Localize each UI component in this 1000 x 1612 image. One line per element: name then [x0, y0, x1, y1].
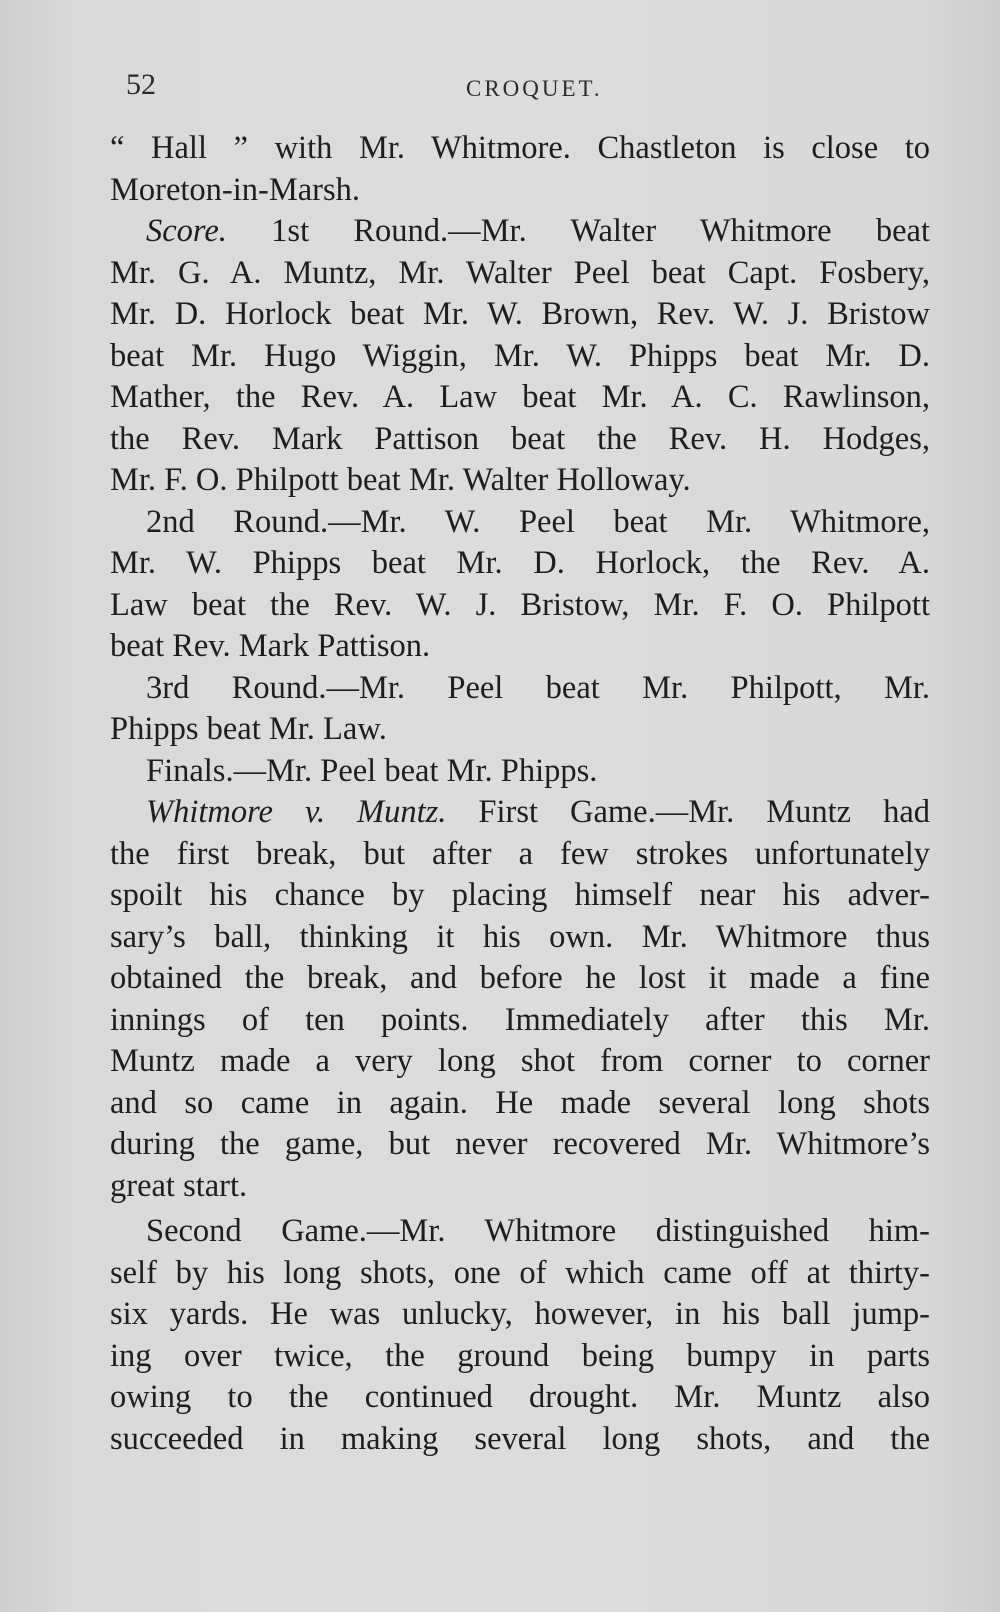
text-line: self by his long shots, one of which came off at thirty-: [110, 1254, 930, 1291]
text-line: owing to the continued drought. Mr. Muntz also: [110, 1379, 930, 1415]
italic-lead: Whitmore v. Muntz.: [146, 794, 447, 830]
text-line: 2nd Round.—Mr. W. Peel beat Mr. Whitmore,: [146, 503, 930, 540]
text-line: obtained the break, and before he lost it made a fine: [110, 960, 930, 996]
text-line: Score. 1st Round.—Mr. Walter Whitmore beat: [146, 213, 930, 249]
text-line: during the game, but never recovered Mr. Whitmore’s: [110, 1126, 930, 1162]
text-line: Mather, the Rev. A. Law beat Mr. A. C. Rawlinson,: [110, 379, 930, 415]
text-line: beat Mr. Hugo Wiggin, Mr. W. Phipps beat Mr. D.: [110, 337, 930, 374]
text-line: “ Hall ” with Mr. Whitmore. Chastleton is close to: [110, 130, 930, 166]
text-line: Second Game.—Mr. Whitmore distinguished him-: [146, 1213, 930, 1249]
text-line: succeeded in making several long shots, and the: [110, 1420, 930, 1457]
text-line: spoilt his chance by placing himself near his adver-: [110, 877, 930, 913]
text-line: Mr. F. O. Philpott beat Mr. Walter Holloway.: [110, 462, 691, 498]
text-line: beat Rev. Mark Pattison.: [110, 628, 431, 664]
text-line: ing over twice, the ground being bumpy in parts: [110, 1337, 930, 1374]
text-line: Mr. D. Horlock beat Mr. W. Brown, Rev. W. J. Bristow: [110, 296, 930, 332]
text-line: great start.: [110, 1167, 248, 1204]
text-line: 3rd Round.—Mr. Peel beat Mr. Philpott, Mr.: [146, 669, 930, 706]
text-line: six yards. He was unlucky, however, in his ball jump-: [110, 1296, 930, 1332]
text-line: Moreton-in-Marsh.: [110, 171, 361, 208]
body-text: [110, 128, 950, 1460]
text-line: Mr. G. A. Muntz, Mr. Walter Peel beat Capt. Fosbery,: [110, 254, 930, 291]
text-line: the Rev. Mark Pattison beat the Rev. H. Hodges,: [110, 420, 930, 457]
text-line: and so came in again. He made several long shots: [110, 1084, 930, 1121]
text-line: innings of ten points. Immediately after this Mr.: [110, 1001, 930, 1038]
text-line: Phipps beat Mr. Law.: [110, 711, 387, 747]
page-number: 52: [126, 68, 156, 101]
running-title: CROQUET.: [466, 76, 603, 101]
text-line: Mr. W. Phipps beat Mr. D. Horlock, the Rev. A.: [110, 545, 930, 581]
text-line: Finals.—Mr. Peel beat Mr. Phipps.: [146, 752, 598, 789]
text-line: Law beat the Rev. W. J. Bristow, Mr. F. O. Philpott: [110, 586, 930, 623]
text-line: sary’s ball, thinking it his own. Mr. Whitmore thus: [110, 918, 930, 955]
text-line: Muntz made a very long shot from corner to corner: [110, 1043, 930, 1079]
text-line: Whitmore v. Muntz. First Game.—Mr. Muntz had: [146, 794, 930, 830]
running-head: [126, 62, 940, 102]
text-line: the first break, but after a few strokes unfortunately: [110, 835, 930, 872]
italic-lead: Score.: [146, 213, 227, 249]
